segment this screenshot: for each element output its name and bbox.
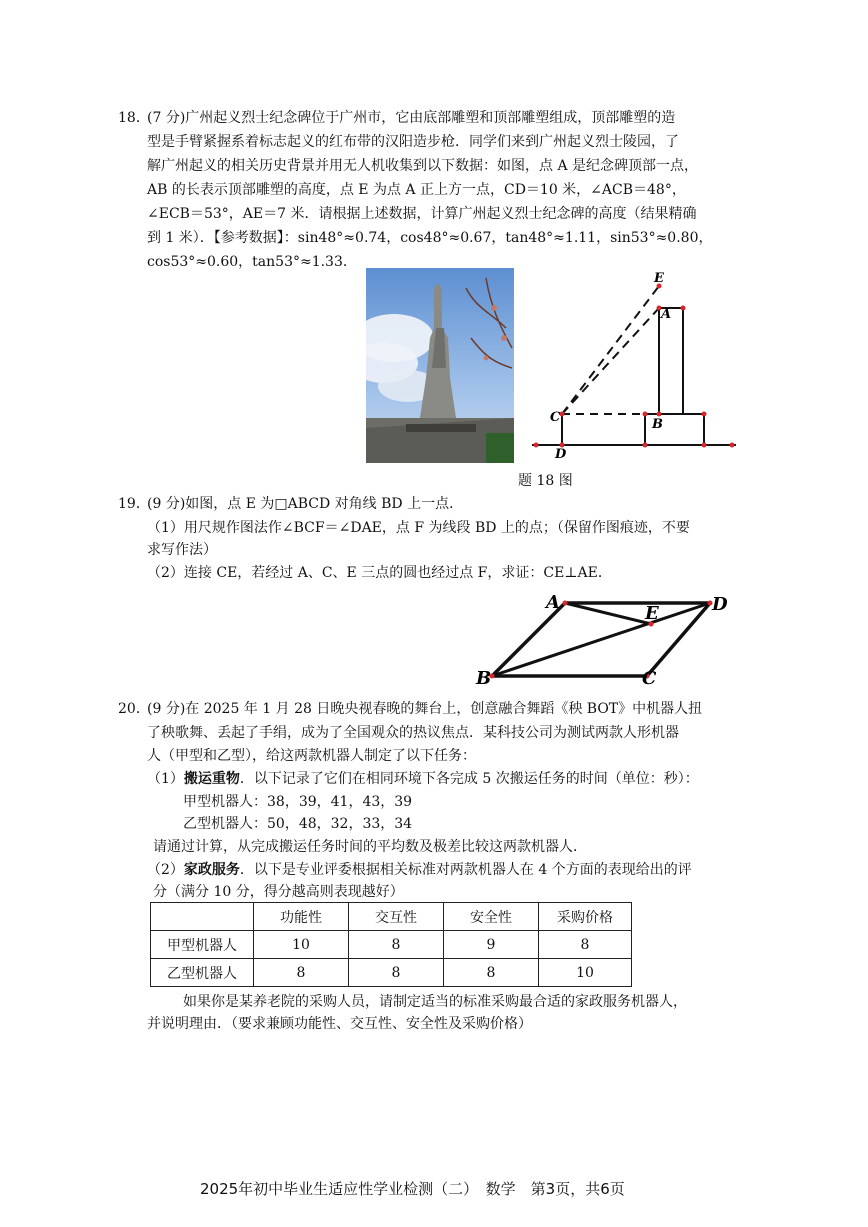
q20-robot-a-times: 甲型机器人：38，39，41，43，39 xyxy=(183,794,413,810)
q20-part2-prefix: （2） xyxy=(147,862,184,878)
score-table-cell: 10 xyxy=(539,959,632,987)
q18-line-5: ∠ECB＝53°，AE＝7 米．请根据上述数据，计算广州起义烈士纪念碑的高度（结果精确 xyxy=(147,206,697,222)
q20-part1-title: 搬运重物 xyxy=(183,771,240,787)
q20-robot-b-times: 乙型机器人：50，48，32，33，34 xyxy=(183,816,413,832)
q20-closing-1: 如果你是某养老院的采购人员，请制定适当的标准采购最合适的家政服务机器人， xyxy=(183,994,687,1010)
q19-label-c: C xyxy=(642,668,657,688)
q20-part1-line xyxy=(147,769,699,789)
score-table-cell: 乙型机器人 xyxy=(151,959,254,987)
q18-line-7: cos53°≈0.60，tan53°≈1.33． xyxy=(147,254,357,270)
q18-line-2: 型是手臂紧握系着标志起义的红布带的汉阳造步枪．同学们来到广州起义烈士陵园，了 xyxy=(147,134,679,150)
q20-part2-line-2: 分（满分 10 分，得分越高则表现越好） xyxy=(153,884,404,900)
q19-figure xyxy=(470,588,736,688)
q19-label-e: E xyxy=(645,603,659,624)
score-table-header-row xyxy=(151,903,632,931)
score-table-cell: 8 xyxy=(444,959,539,987)
score-table-cell: 8 xyxy=(349,931,444,959)
score-table-header-cell xyxy=(151,903,254,931)
q20-number: 20． xyxy=(118,701,150,717)
monument-photo xyxy=(366,268,514,463)
q20-part1-task: 请通过计算，从完成搬运任务时间的平均数及极差比较这两款机器人． xyxy=(153,839,587,855)
q19-line-1: (9 分)如图，点 E 为□ABCD 对角线 BD 上一点． xyxy=(147,496,464,512)
page-footer: 2025年初中毕业生适应性学业检测（二） 数学 第3页，共6页 xyxy=(200,1180,625,1198)
score-table-cell: 8 xyxy=(254,959,349,987)
monument-photo-art xyxy=(366,268,514,463)
q18-number: 18． xyxy=(118,110,150,126)
q19-line-2: （1）用尺规作图法作∠BCF＝∠DAE，点 F 为线段 BD 上的点；（保留作图痕迹，不要 xyxy=(147,520,690,536)
q19-line-3: 求写作法） xyxy=(147,542,217,558)
q20-part1-prefix: （1） xyxy=(147,771,184,787)
q18-line-6: 到 1 米）．【参考数据】：sin48°≈0.74，cos48°≈0.67，tan48°≈1.11，sin53°≈0.80， xyxy=(147,230,713,246)
score-table-header-cell: 功能性 xyxy=(254,903,349,931)
q18-label-d: D xyxy=(555,447,567,460)
q18-figure xyxy=(528,268,740,460)
q18-line-1: (7 分)广州起义烈士纪念碑位于广州市，它由底部雕塑和顶部雕塑组成，顶部雕塑的造 xyxy=(147,110,676,126)
q19-number: 19． xyxy=(118,496,150,512)
score-table-cell: 10 xyxy=(254,931,349,959)
q18-line-4: AB 的长表示顶部雕塑的高度，点 E 为点 A 正上方一点，CD＝10 米，∠ACB＝48°， xyxy=(147,182,686,198)
score-table-header-cell: 采购价格 xyxy=(539,903,632,931)
score-table-header-cell: 安全性 xyxy=(444,903,539,931)
score-table-cell: 9 xyxy=(444,931,539,959)
score-table-cell: 8 xyxy=(539,931,632,959)
q18-line-3: 解广州起义的相关历史背景并用无人机收集到以下数据：如图，点 A 是纪念碑顶部一点， xyxy=(147,158,699,174)
q18-label-c: C xyxy=(550,410,561,425)
q18-label-e: E xyxy=(654,271,664,286)
q20-line-1: (9 分)在 2025 年 1 月 28 日晚央视春晚的舞台上，创意融合舞蹈《秧 BOT》中机器人扭 xyxy=(147,701,703,717)
q19-label-b: B xyxy=(476,668,492,688)
q18-label-a: A xyxy=(661,307,672,322)
score-table-cell: 8 xyxy=(349,959,444,987)
table-row xyxy=(151,959,632,987)
q20-line-3: 人（甲型和乙型），给这两款机器人制定了以下任务： xyxy=(147,748,476,764)
q18-label-b: B xyxy=(652,417,663,432)
score-table xyxy=(150,902,632,987)
table-row xyxy=(151,931,632,959)
q18-caption: 题 18 图 xyxy=(518,473,573,489)
score-table-cell: 甲型机器人 xyxy=(151,931,254,959)
q19-line-4: （2）连接 CE，若经过 A、C、E 三点的圆也经过点 F，求证：CE⊥AE． xyxy=(147,565,612,581)
q20-part1-rest: ．以下记录了它们在相同环境下各完成 5 次搬运任务的时间（单位：秒）： xyxy=(239,771,699,787)
q19-label-d: D xyxy=(712,594,728,615)
q19-label-a: A xyxy=(546,592,560,613)
q20-line-2: 了秧歌舞、丢起了手绢，成为了全国观众的热议焦点．某科技公司为测试两款人形机器 xyxy=(147,725,679,741)
score-table-header-cell: 交互性 xyxy=(349,903,444,931)
q20-part2-title: 家政服务 xyxy=(183,862,240,878)
q20-part2-rest: ．以下是专业评委根据相关标准对两款机器人在 4 个方面的表现给出的评 xyxy=(239,862,692,878)
q20-closing-2: 并说明理由．（要求兼顾功能性、交互性、安全性及采购价格） xyxy=(147,1016,532,1032)
q20-part2-line xyxy=(147,860,692,880)
